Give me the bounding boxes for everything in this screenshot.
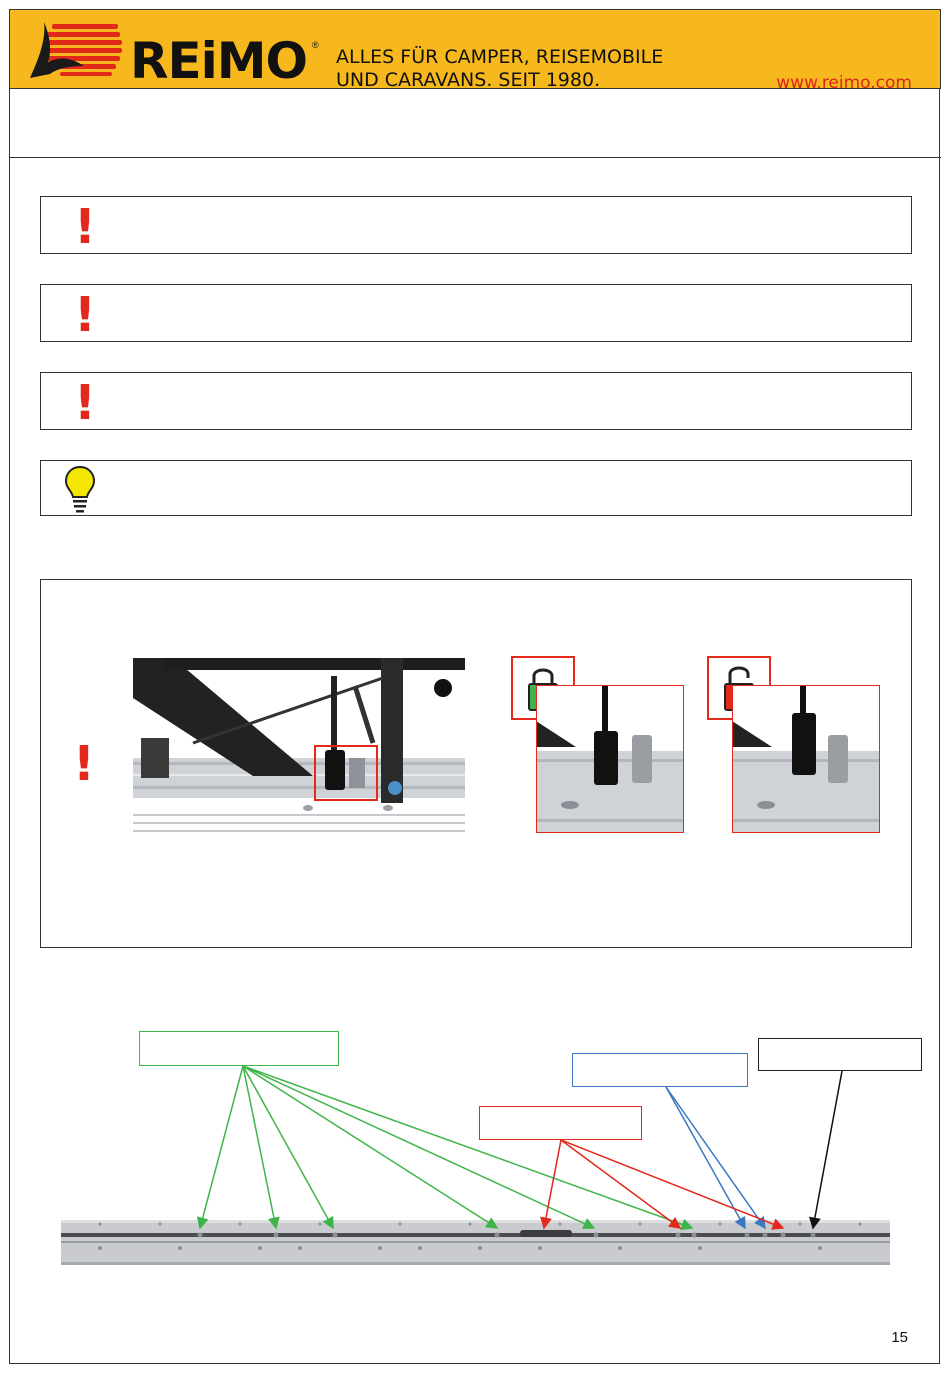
brand-logo: REiMO [130, 32, 308, 90]
rail-diagram [0, 1000, 950, 1290]
black-arrow [813, 1071, 842, 1228]
tagline-line-1: ALLES FÜR CAMPER, REISEMOBILE [336, 46, 664, 68]
page-number: 15 [891, 1329, 908, 1346]
overview-photo [133, 658, 465, 838]
warning-note-2 [40, 284, 912, 342]
tip-note [40, 460, 912, 516]
tagline-line-2: UND CARAVANS. SEIT 1980. [336, 69, 601, 91]
warning-note-3 [40, 372, 912, 430]
green-arrows [200, 1066, 692, 1228]
logo-bird-icon [26, 16, 138, 84]
mechanism-figure [40, 579, 912, 948]
exclamation-icon: ! [73, 736, 95, 792]
tagline [336, 46, 663, 92]
exclamation-icon: ! [74, 199, 96, 255]
title-band [9, 89, 941, 158]
blue-arrows [666, 1087, 765, 1228]
unlocked-detail-photo [732, 685, 880, 833]
website-link[interactable]: www.reimo.com [776, 73, 912, 93]
lightbulb-icon [63, 464, 97, 516]
floor-rail [61, 1220, 890, 1265]
exclamation-icon: ! [74, 375, 96, 431]
red-arrows [544, 1140, 783, 1228]
locked-detail-photo [536, 685, 684, 833]
registered-mark: ® [312, 40, 319, 50]
exclamation-icon: ! [74, 287, 96, 343]
header-banner [9, 9, 941, 93]
warning-note-1 [40, 196, 912, 254]
